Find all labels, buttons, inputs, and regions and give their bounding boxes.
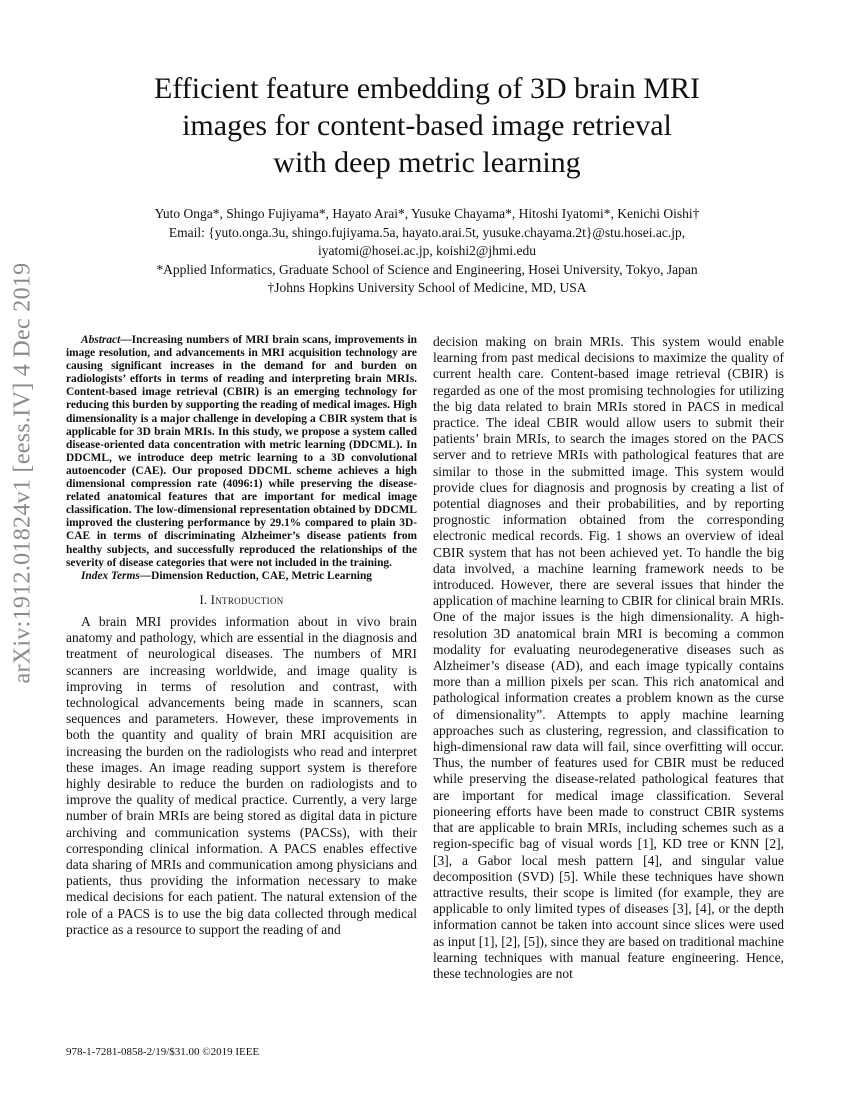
abstract-label: Abstract [81, 334, 121, 346]
author-names: Yuto Onga*, Shingo Fujiyama*, Hayato Arai*, Yusuke Chayama*, Hitoshi Iyatomi*, Kenichi Oishi† [154, 206, 700, 221]
email-line-1: Email: {yuto.onga.3u, shingo.fujiyama.5a, hayato.arai.5t, yusuke.chayama.2t}@stu.hosei.ac.jp, [168, 224, 686, 240]
right-column-paragraph: decision making on brain MRIs. This system would enable learning from past medical decisions to maximize the quality of current health care. Content-based image retrieval (CBIR) is regarded as one of the most promising technologies for utilizing the big data related to brain MRIs stored in PACS in medical practice. The ideal CBIR would allow users to submit their patients’ brain MRIs, to search the images stored on the PACS server and to retrieve MRIs with pathological features that are similar to those in the submitted image. This system would provide clues for diagnosis and prognosis by creating a list of potential diagnoses and their probabilities, and by reporting prognostic information obtained from the corresponding electronic medical records. Fig. 1 shows an overview of ideal CBIR system that has not been achieved yet. To handle the big data involved, a machine learning framework needs to be introduced. However, there are several issues that hinder the application of machine learning to CBIR for clinical brain MRIs. One of the major issues is the high dimensionality. A high-resolution 3D anatomical brain MRI is becoming a common modality for evaluating neurodegenerative diseases such as Alzheimer’s disease (AD), and each image typically contains more than a million pixels per scan. This rich anatomical and pathological information creates a problem known as the curse of dimensionality”. Attempts to apply machine learning approaches such as clustering, regression, and classification to high-dimensional raw data will fail, since overfitting will occur. Thus, the number of features used for CBIR must be reduced while preserving the disease-related pathological features that are important for medical image classification. Several pioneering efforts have been made to construct CBIR systems that are applicable to brain MRIs, including schemes such as a region-specific bag of visual words [1], KD tree or KNN [2], [3], a Gabor local mesh pattern [4], and singular value decomposition (SVD) [5]. While these techniques have shown attractive results, their scope is limited (for example, they are applicable to only limited types of diseases [3], [4], or the depth information cannot be taken into account since slices were used as input [1], [2], [5]), since they are based on traditional machine learning techniques with manual feature engineering. Hence, these technologies are not [433, 334, 784, 981]
index-terms-text: —Dimension Reduction, CAE, Metric Learning [139, 569, 372, 582]
index-terms [66, 570, 417, 583]
email-line-2: iyatomi@hosei.ac.jp, koishi2@jhmi.edu [318, 243, 536, 258]
section-number: I. [199, 592, 211, 607]
affiliation-1: *Applied Informatics, Graduate School of Science and Engineering, Hosei University, Tokyo, Japan [156, 261, 698, 277]
affiliation-2: †Johns Hopkins University School of Medicine, MD, USA [267, 280, 587, 295]
index-terms-label: Index Terms [81, 569, 140, 582]
left-column [66, 334, 417, 938]
copyright-footer: 978-1-7281-0858-2/19/$31.00 ©2019 IEEE [66, 1046, 260, 1058]
title-line-3: with deep metric learning [273, 146, 581, 179]
paper-title [60, 70, 794, 181]
intro-paragraph: A brain MRI provides information about in vivo brain anatomy and pathology, which are essential in the diagnosis and treatment of neurological diseases. The numbers of MRI scanners are increasing worldwide, and image quality is improving in terms of resolution and contrast, with technological advancements being made in scanners, scan sequences and parameters. However, these improvements in both the quantity and quality of brain MRI acquisition are increasing the burden on the radiologists who read and interpret these images. An image reading support system is therefore highly desirable to reduce the burden on radiologists and to improve the quality of medical practice. Currently, a very large number of brain MRIs are being stored as digital data in picture archiving and communication systems (PACSs), with their corresponding clinical information. A PACS enables effective data sharing of MRIs and communication among physicians and patients, thus providing the information necessary to make medical decisions for each patient. The natural extension of the role of a PACS is to use the big data collected through medical practice as a resource to support the reading of and [66, 613, 417, 937]
author-block [60, 205, 794, 298]
title-line-1: Efficient feature embedding of 3D brain MRI [154, 72, 700, 105]
abstract-text: —Increasing numbers of MRI brain scans, improvements in image resolution, and advancements in MRI acquisition technology are causing significant increases in the demand for and burden on radiologists’ efforts in terms of reading and interpreting brain MRIs. Content-based image retrieval (CBIR) is an emerging technology for reducing this burden by supporting the reading of medical images. High dimensionality is a major challenge in developing a CBIR system that is applicable for 3D brain MRIs. In this study, we propose a system called disease-oriented data concentration with metric learning (DDCML). In DDCML, we introduce deep metric learning to a 3D convolutional autoencoder (CAE). Our proposed DDCML scheme achieves a high dimensional compression rate (4096:1) while preserving the disease-related anatomical features that are important for medical image classification. The low-dimensional representation obtained by DDCML improved the clustering performance by 29.1% compared to plain 3D-CAE in terms of discriminating Alzheimer’s disease patients from healthy subjects, and successfully reproduced the relationships of the severity of disease categories that were not included in the training. [66, 334, 417, 569]
section-title: Introduction [210, 592, 284, 607]
title-line-2: images for content-based image retrieval [182, 109, 672, 142]
section-heading-introduction [66, 592, 417, 608]
arxiv-identifier: arXiv:1912.01824v1 [eess.IV] 4 Dec 2019 [9, 262, 36, 684]
arxiv-sidebar [2, 262, 44, 684]
right-column [433, 334, 784, 982]
abstract [66, 334, 417, 570]
